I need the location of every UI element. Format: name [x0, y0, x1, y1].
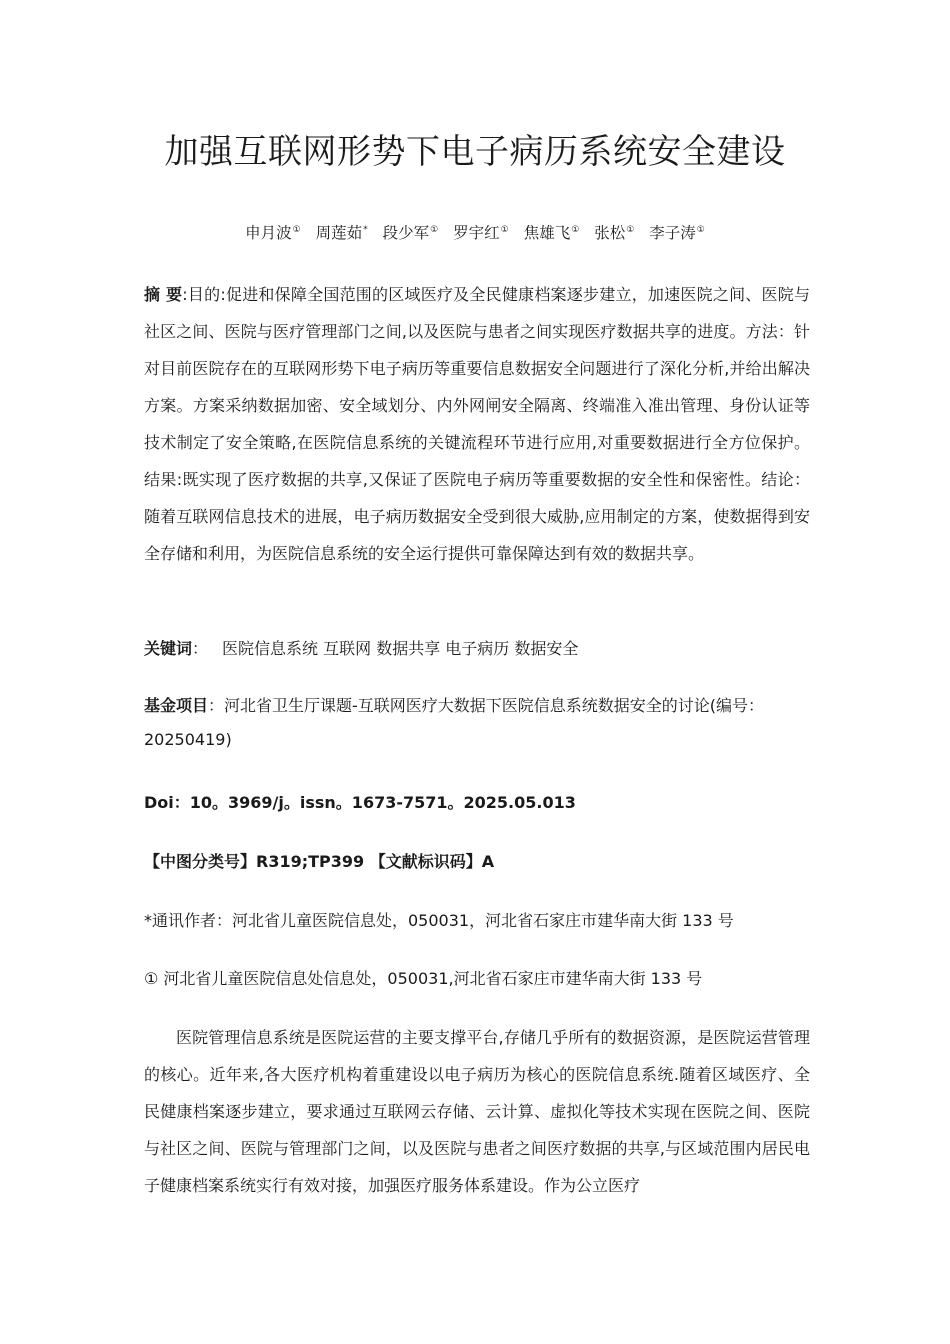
fund-text: ：河北省卫生厅课题-互联网医疗大数据下医院信息系统数据安全的讨论(编号：20250419): [144, 696, 765, 749]
fund-label: 基金项目: [144, 696, 209, 715]
author-mark: ①: [500, 225, 509, 235]
author-list: [0, 221, 950, 243]
author-mark: ①: [571, 225, 580, 235]
corresponding-author: *通讯作者：河北省儿童医院信息处，050031，河北省石家庄市建华南大街 133 号: [144, 911, 734, 930]
author: 申月波①: [245, 224, 301, 242]
keywords-text: 医院信息系统 互联网 数据共享 电子病历 数据安全: [222, 639, 579, 658]
abstract: [144, 276, 810, 572]
affiliation: ① 河北省儿童医院信息处信息处，050031,河北省石家庄市建华南大街 133 号: [144, 969, 703, 988]
author-mark: *: [363, 225, 368, 235]
fund-project: [144, 689, 810, 757]
paper-title: 加强互联网形势下电子病历系统安全建设: [164, 132, 786, 172]
doi: Doi：10。3969/j。issn。1673-7571。2025.05.013: [144, 793, 576, 812]
author-mark: ①: [696, 225, 705, 235]
author-mark: ①: [292, 225, 301, 235]
author: 李子涛①: [649, 224, 705, 242]
author: 周莲茹*: [315, 224, 368, 242]
abstract-label: 摘 要: [144, 285, 183, 304]
author: 段少军①: [382, 224, 439, 242]
classification-codes: 【中图分类号】R319;TP399 【文献标识码】A: [144, 852, 495, 871]
keywords: [144, 630, 810, 667]
body-paragraph: 医院管理信息系统是医院运营的主要支撑平台,存储几乎所有的数据资源，是医院运营管理的核心。近年来,各大医疗机构着重建设以电子病历为核心的医院信息系统.随着区域医疗、全民健康档案逐步建立，要求通过互联网云存储、云计算、虚拟化等技术实现在医院之间、医院与社区之间、医院与管理部门之间，以及医院与患者之间医疗数据的共享,与区域范围内居民电子健康档案系统实行有效对接，加强医疗服务体系建设。作为公立医疗: [144, 1028, 810, 1195]
keywords-label: 关键词: [144, 639, 193, 658]
author-mark: ①: [626, 225, 635, 235]
author-mark: ①: [430, 225, 439, 235]
abstract-text: :目的:促进和保障全国范围的区域医疗及全民健康档案逐步建立，加速医院之间、医院与社区之间、医院与医疗管理部门之间,以及医院与患者之间实现医疗数据共享的进度。方法：针对目前医院存在的互联网形势下电子病历等重要信息数据安全问题进行了深化分析,并给出解决方案。方案采纳数据加密、安全域划分、内外网闸安全隔离、终端准入准出管理、身份认证等技术制定了安全策略,在医院信息系统的关键流程环节进行应用,对重要数据进行全方位保护。结果:既实现了医疗数据的共享,又保证了医院电子病历等重要数据的安全性和保密性。结论：随着互联网信息技术的进展，电子病历数据安全受到很大威胁,应用制定的方案，使数据得到安全存储和利用，为医院信息系统的安全运行提供可靠保障达到有效的数据共享。: [144, 285, 810, 563]
author: 罗宇红①: [453, 224, 509, 242]
author: 张松①: [594, 224, 635, 242]
author: 焦雄飞①: [523, 224, 580, 242]
keywords-separator: ：: [192, 639, 209, 658]
